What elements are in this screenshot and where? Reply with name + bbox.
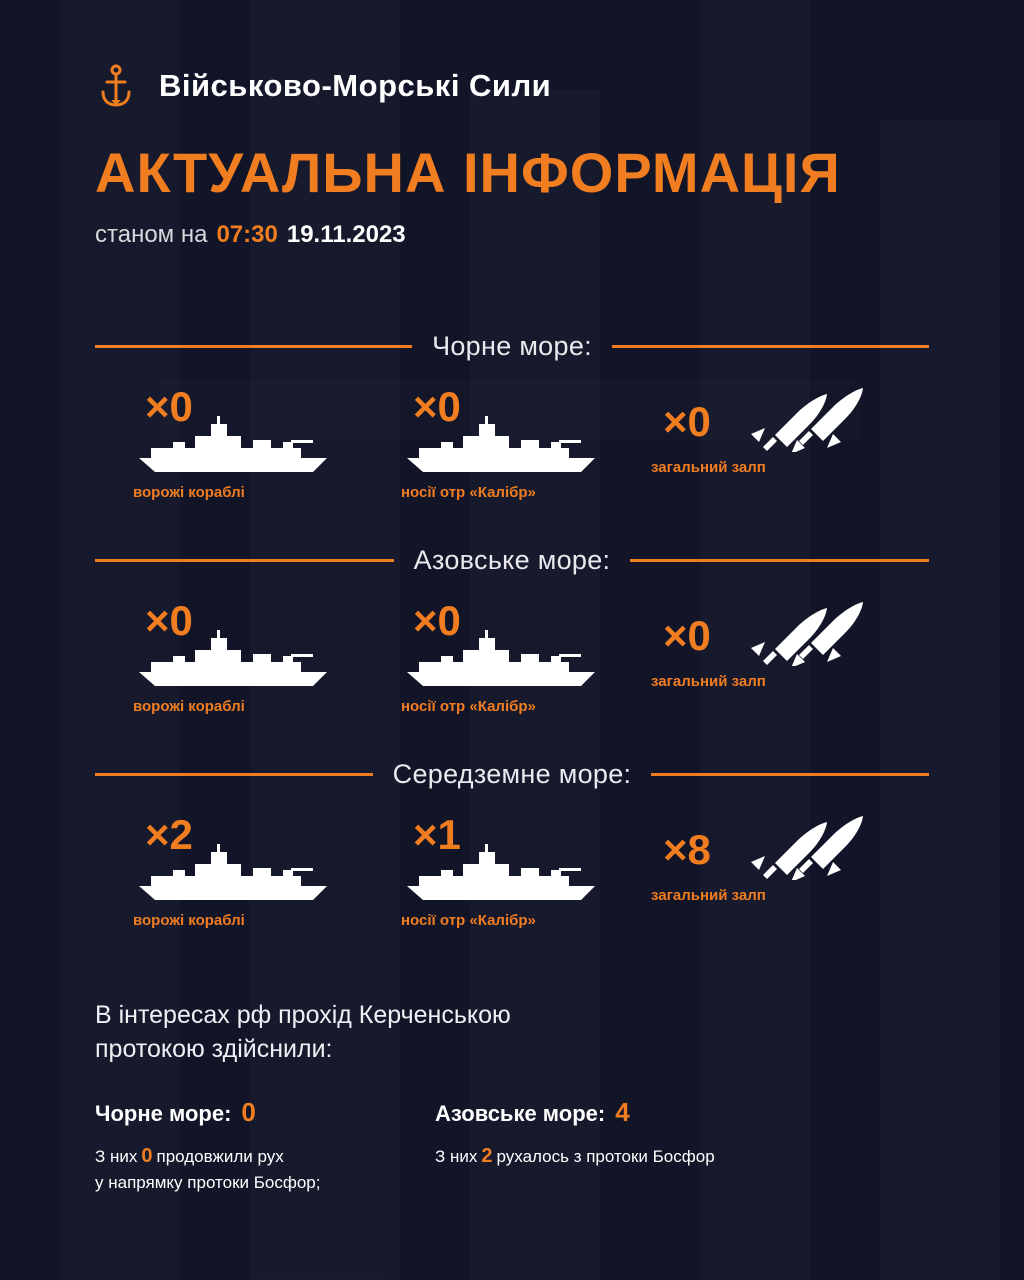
sea-section-mediterranean (95, 759, 929, 929)
metrics-row (95, 597, 929, 715)
kerch-detail-number: 0 (141, 1144, 153, 1167)
metric-total-salvo (651, 814, 929, 929)
kerch-columns (95, 1097, 929, 1196)
status-prefix: станом на (95, 221, 208, 248)
metric-total-salvo (651, 386, 929, 501)
kerch-column-azov-sea (435, 1097, 775, 1196)
divider-left (95, 773, 373, 776)
metric-label: ворожі кораблі (133, 484, 245, 501)
metric-label: носії отр «Калібр» (401, 912, 536, 929)
metric-label: носії отр «Калібр» (401, 698, 536, 715)
sea-name: Азовське море: (413, 545, 611, 575)
kerch-detail-line2: у напрямку протоки Босфор; (95, 1172, 321, 1192)
kerch-detail-suffix: продовжили рух (156, 1146, 284, 1166)
warship-icon (133, 842, 373, 904)
kerch-detail-prefix: З них (95, 1146, 138, 1166)
divider-right (612, 345, 929, 348)
kerch-strait-block (95, 999, 929, 1195)
metric-label: ворожі кораблі (133, 698, 245, 715)
kerch-column-black-sea (95, 1097, 435, 1196)
metric-count: ×0 (413, 383, 461, 430)
kerch-value: 4 (615, 1096, 630, 1127)
metric-label: загальний залп (651, 673, 766, 690)
missiles-icon (723, 386, 873, 457)
metric-kalibr-carriers (373, 811, 651, 929)
warship-icon (133, 628, 373, 690)
metric-label: загальний залп (651, 459, 766, 476)
sea-section-black (95, 331, 929, 501)
metric-total-salvo (651, 600, 929, 715)
metric-count: ×0 (145, 383, 193, 430)
divider-left (95, 559, 394, 562)
divider-right (651, 773, 929, 776)
sea-header (95, 545, 929, 576)
missiles-icon (723, 814, 873, 885)
sea-section-azov (95, 545, 929, 715)
warship-icon (401, 414, 651, 476)
kerch-sea-name: Чорне море: (95, 1100, 232, 1126)
warship-icon (401, 628, 651, 690)
metric-count: ×2 (145, 811, 193, 858)
warship-icon (133, 414, 373, 476)
sea-name: Середземне море: (392, 759, 632, 789)
kerch-title (435, 1097, 775, 1128)
brand-header (95, 0, 929, 110)
metrics-row (95, 811, 929, 929)
sea-name: Чорне море: (432, 331, 592, 361)
kerch-sea-name: Азовське море: (435, 1100, 606, 1126)
metric-label: загальний залп (651, 887, 766, 904)
divider-left (95, 345, 412, 348)
kerch-intro-line2: протокою здійснили: (95, 1034, 333, 1063)
metric-label: носії отр «Калібр» (401, 484, 536, 501)
sea-header (95, 331, 929, 362)
metric-count: ×0 (413, 597, 461, 644)
missiles-icon (723, 600, 873, 671)
metric-count: ×0 (663, 397, 711, 445)
page-title: АКТУАЛЬНА ІНФОРМАЦІЯ (95, 141, 841, 204)
divider-right (630, 559, 929, 562)
status-time: 07:30 (216, 221, 278, 248)
metric-kalibr-carriers (373, 597, 651, 715)
metric-label: ворожі кораблі (133, 912, 245, 929)
kerch-detail-number: 2 (481, 1144, 493, 1167)
anchor-icon (95, 62, 137, 110)
metric-kalibr-carriers (373, 383, 651, 501)
kerch-intro (95, 999, 929, 1067)
kerch-title (95, 1097, 435, 1128)
status-date: 19.11.2023 (286, 221, 406, 248)
metric-enemy-ships (95, 811, 373, 929)
metric-enemy-ships (95, 383, 373, 501)
status-line (95, 221, 929, 249)
kerch-detail-suffix: рухалось з протоки Босфор (496, 1146, 715, 1166)
metric-enemy-ships (95, 597, 373, 715)
kerch-detail-prefix: З них (435, 1146, 478, 1166)
kerch-detail (95, 1142, 435, 1196)
metric-count: ×0 (663, 611, 711, 659)
metric-count: ×0 (145, 597, 193, 644)
sea-header (95, 759, 929, 790)
kerch-detail (435, 1142, 775, 1171)
kerch-value: 0 (241, 1096, 256, 1127)
brand-title: Військово-Морські Сили (159, 68, 552, 103)
kerch-intro-line1: В інтересах рф прохід Керченською (95, 1001, 511, 1029)
metric-count: ×8 (663, 825, 711, 873)
metrics-row (95, 383, 929, 501)
metric-count: ×1 (413, 811, 461, 858)
warship-icon (401, 842, 651, 904)
